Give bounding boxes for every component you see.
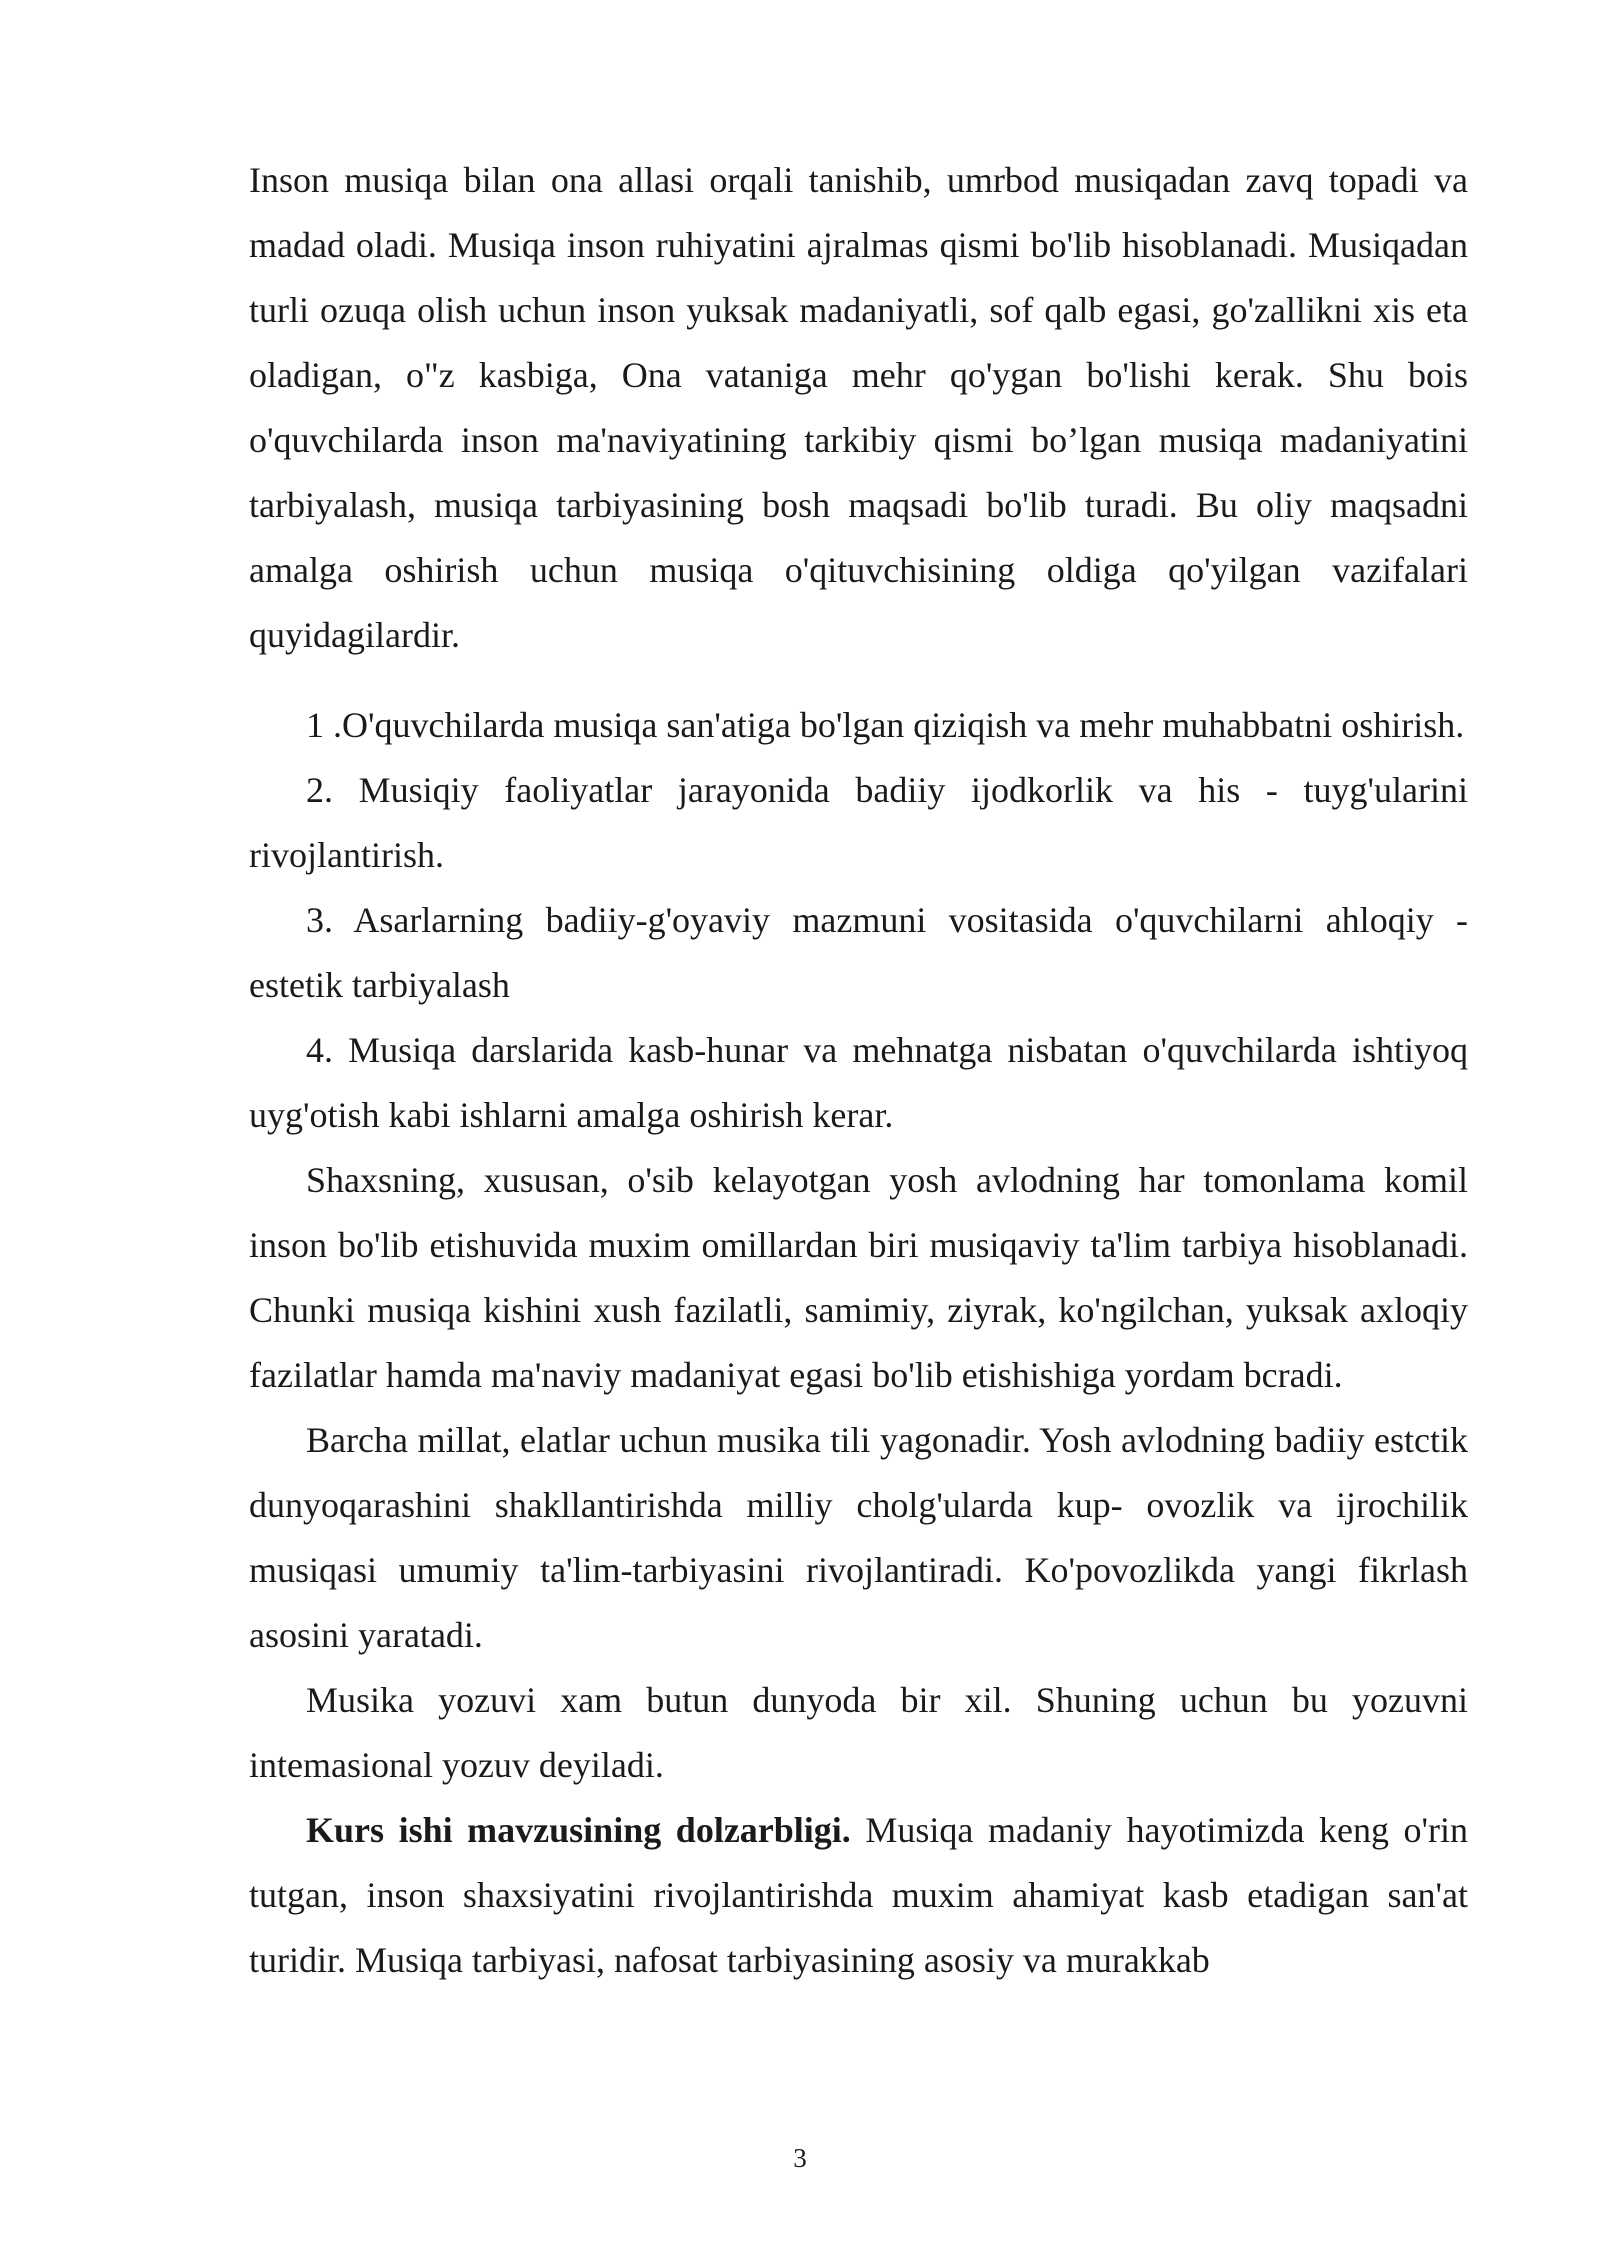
intro-paragraph: Inson musiqa bilan ona allasi orqali tanishib, umrbod musiqadan zavq topadi va madad oladi. Musiqa inson ruhiyatini ajralmas qismi bo'lib hisoblanadi. Musiqadan turli ozuqa olish uchun inson yuksak madaniyatli, sof qalb egasi, go'zallikni xis eta oladigan, o"z kasbiga, Ona vataniga mehr qo'ygan bo'lishi kerak. Shu bois o'quvchilarda inson ma'naviyatining tarkibiy qismi bo’lgan musiqa madaniyatini tarbiyalash, musiqa tarbiyasining bosh maqsadi bo'lib turadi. Bu oliy maqsadni amalga oshirish uchun musiqa o'qituvchisining oldiga qo'yilgan vazifalari quyidagilardir. bbox=[249, 160, 1468, 655]
paragraph-notation: Musika yozuvi xam butun dunyoda bir xil. Shuning uchun bu yozuvni intemasional yozuv deyiladi. bbox=[249, 1680, 1468, 1785]
paragraph-relevance bbox=[249, 1798, 1468, 1993]
body-text bbox=[249, 148, 1468, 1993]
list-item-3: 3. Asarlarning badiiy-g'oyaviy mazmuni vositasida o'quvchilarni ahloqiy - estetik tarbiyalash bbox=[249, 900, 1468, 1005]
page-number: 3 bbox=[793, 2143, 807, 2173]
paragraph-personality: Shaxsning, xususan, o'sib kelayotgan yosh avlodning har tomonlama komil inson bo'lib etishuvida muxim omillardan biri musiqaviy ta'lim tarbiya hisoblanadi. Chunki musiqa kishini xush fazilatli, samimiy, ziyrak, ko'ngilchan, yuksak axloqiy fazilatlar hamda ma'naviy madaniyat egasi bo'lib etishishiga yordam bcradi. bbox=[249, 1160, 1468, 1395]
paragraph-language: Barcha millat, elatlar uchun musika tili yagonadir. Yosh avlodning badiiy estctik dunyoqarashini shakllantirishda milliy cholg'ularda kup- ovozlik va ijrochilik musiqasi umumiy ta'lim-tarbiyasini rivojlantiradi. Ko'povozlikda yangi fikrlash asosini yaratadi. bbox=[249, 1420, 1468, 1655]
list-item-4: 4. Musiqa darslarida kasb-hunar va mehnatga nisbatan o'quvchilarda ishtiyoq uyg'otish kabi ishlarni amalga oshirish kerar. bbox=[249, 1030, 1468, 1135]
list-item-1: 1 .O'quvchilarda musiqa san'atiga bo'lgan qiziqish va mehr muhabbatni oshirish. bbox=[306, 705, 1465, 745]
relevance-text: Musiqa madaniy hayotimizda keng o'rin tutgan, inson shaxsiyatini rivojlantirishda muxim ahamiyat kasb etadigan san'at turidir. Musiqa tarbiyasi, nafosat tarbiyasining asosiy va murakkab bbox=[249, 1810, 1469, 1980]
list-item-2: 2. Musiqiy faoliyatlar jarayonida badiiy ijodkorlik va his - tuyg'ularini rivojlantirish. bbox=[249, 770, 1468, 875]
relevance-heading: Kurs ishi mavzusining dolzarbligi. bbox=[306, 1810, 851, 1850]
